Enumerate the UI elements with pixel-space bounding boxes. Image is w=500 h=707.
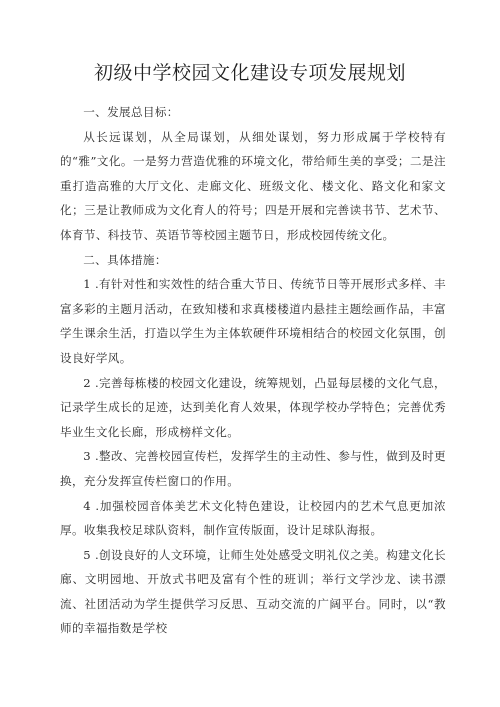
paragraph-measure-1: 1 .有针对性和实效性的结合重大节日、传统节日等开展形式多样、丰富多彩的主题月活动，在致知楼和求真楼楼道内悬挂主题绘画作品，丰富学生课余生活，打造以学生为主体软硬件环境相结合的校园文化氛围，创设良好学风。 xyxy=(60,277,446,365)
paragraph-measure-3: 3 .整改、完善校园宣传栏，发挥学生的主动性、参与性，做到及时更换，充分发挥宣传栏窗口的作用。 xyxy=(60,449,446,488)
document-body xyxy=(60,100,446,641)
paragraph-measure-2: 2 .完善每栋楼的校园文化建设，统筹规划，凸显每层楼的文化气息，记录学生成长的足迹，达到美化育人效果，体现学校办学特色；完善优秀毕业生文化长廊，形成榜样文化。 xyxy=(60,375,446,439)
paragraph-goal-text: 从长远谋划，从全局谋划，从细处谋划，努力形成属于学校特有的“雅”文化。一是努力营造优雅的环境文化，带给师生美的享受；二是注重打造高雅的大厅文化、走廊文化、班级文化、楼文化、路文化和家文化；三是让教师成为文化育人的符号；四是开展和完善读书节、艺术节、体育节、科技节、英语节等校园主题节日，形成校园传统文化。 xyxy=(60,129,446,242)
section-heading-measures: 二、具体措施： xyxy=(83,252,167,267)
paragraph-measure-4: 4 .加强校园音体美艺术文化特色建设，让校园内的艺术气息更加浓厚。收集我校足球队资料，制作宣传版面，设计足球队海报。 xyxy=(60,498,446,538)
section-heading-goal: 一、发展总目标： xyxy=(83,105,179,119)
document-title: 初级中学校园文化建设专项发展规划 xyxy=(93,62,406,84)
paragraph-measure-5: 5 .创设良好的人文环境，让师生处处感受文明礼仪之美。构建文化长廊、文明园地、开放式书吧及富有个性的班训；举行文学沙龙、读书漂流、社团活动为学生提供学习反思、互动交流的广阔平台。同时，以“教师的幸福指数是学校 xyxy=(60,547,446,636)
